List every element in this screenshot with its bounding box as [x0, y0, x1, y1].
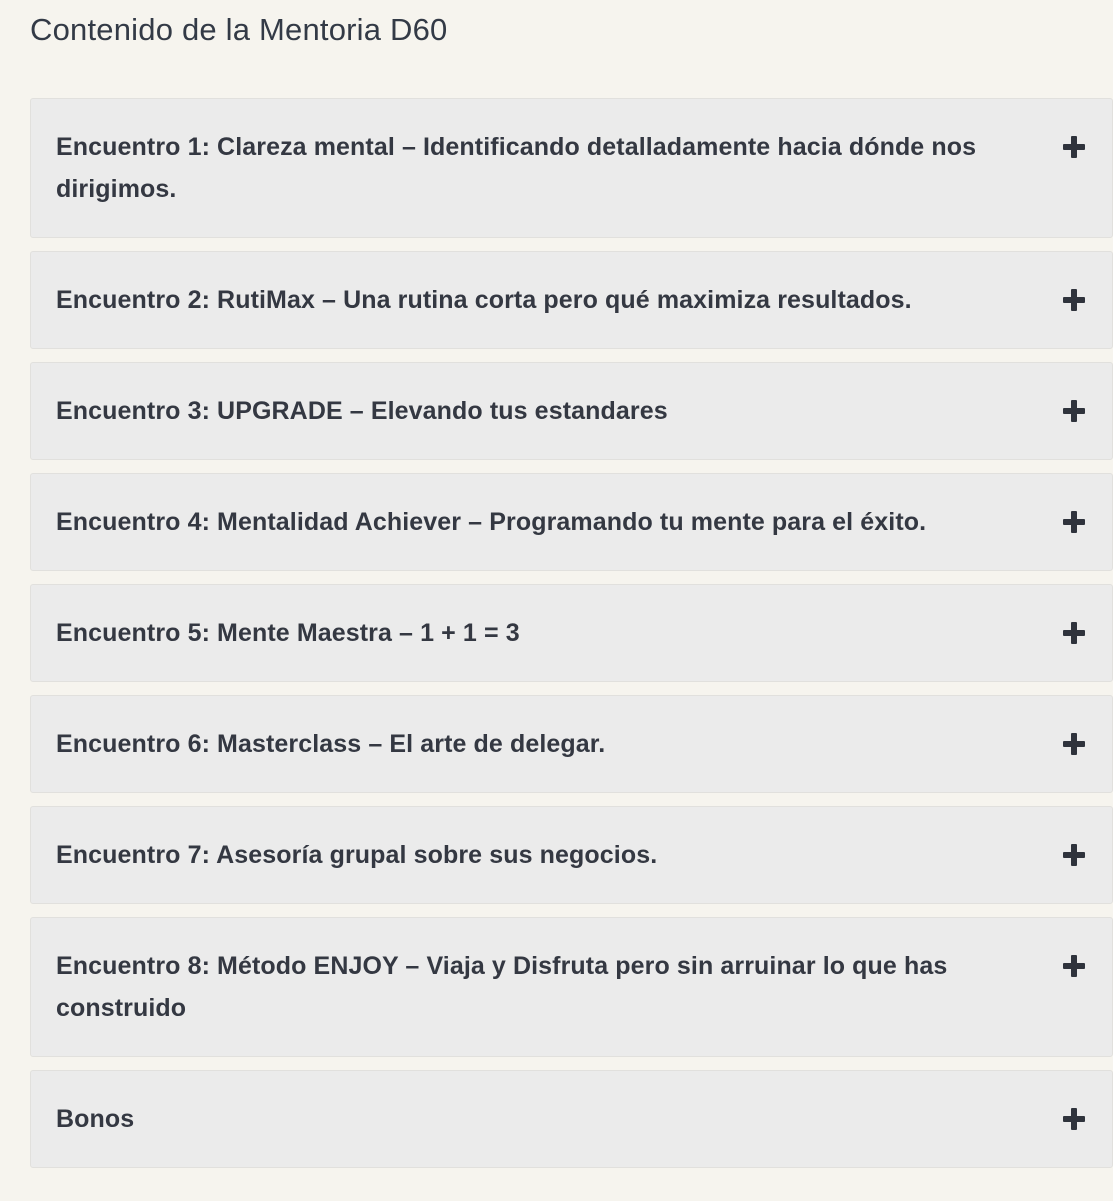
- accordion-item-label: Encuentro 5: Mente Maestra – 1 + 1 = 3: [56, 619, 520, 647]
- accordion-item-encuentro-4[interactable]: [30, 473, 1113, 571]
- accordion-item-encuentro-1[interactable]: [30, 98, 1113, 238]
- accordion-item-encuentro-3[interactable]: [30, 362, 1113, 460]
- accordion-item-label: Encuentro 1: Clareza mental – Identificando detalladamente hacia dónde nos dirigimos.: [56, 133, 977, 203]
- accordion-item-label: Bonos: [56, 1105, 135, 1133]
- plus-icon[interactable]: [1062, 732, 1086, 756]
- plus-icon[interactable]: [1062, 1107, 1086, 1131]
- plus-icon[interactable]: [1062, 954, 1086, 978]
- accordion-item-label: Encuentro 8: Método ENJOY – Viaja y Disfruta pero sin arruinar lo que has construido: [56, 952, 948, 1022]
- plus-icon[interactable]: [1062, 288, 1086, 312]
- accordion-item-label: Encuentro 3: UPGRADE – Elevando tus estandares: [56, 397, 668, 425]
- plus-icon[interactable]: [1062, 135, 1086, 159]
- page-title: Contenido de la Mentoria D60: [30, 12, 448, 47]
- accordion-item-encuentro-6[interactable]: [30, 695, 1113, 793]
- accordion-item-label: Encuentro 2: RutiMax – Una rutina corta pero qué maximiza resultados.: [56, 286, 912, 314]
- plus-icon[interactable]: [1062, 843, 1086, 867]
- accordion: [30, 98, 1113, 1168]
- plus-icon[interactable]: [1062, 399, 1086, 423]
- plus-icon[interactable]: [1062, 621, 1086, 645]
- accordion-item-label: Encuentro 6: Masterclass – El arte de delegar.: [56, 730, 606, 758]
- accordion-item-encuentro-2[interactable]: [30, 251, 1113, 349]
- accordion-item-label: Encuentro 7: Asesoría grupal sobre sus negocios.: [56, 841, 658, 869]
- accordion-item-encuentro-7[interactable]: [30, 806, 1113, 904]
- accordion-item-bonos[interactable]: [30, 1070, 1113, 1168]
- accordion-item-encuentro-5[interactable]: [30, 584, 1113, 682]
- accordion-item-encuentro-8[interactable]: [30, 917, 1113, 1057]
- accordion-item-label: Encuentro 4: Mentalidad Achiever – Programando tu mente para el éxito.: [56, 508, 927, 536]
- plus-icon[interactable]: [1062, 510, 1086, 534]
